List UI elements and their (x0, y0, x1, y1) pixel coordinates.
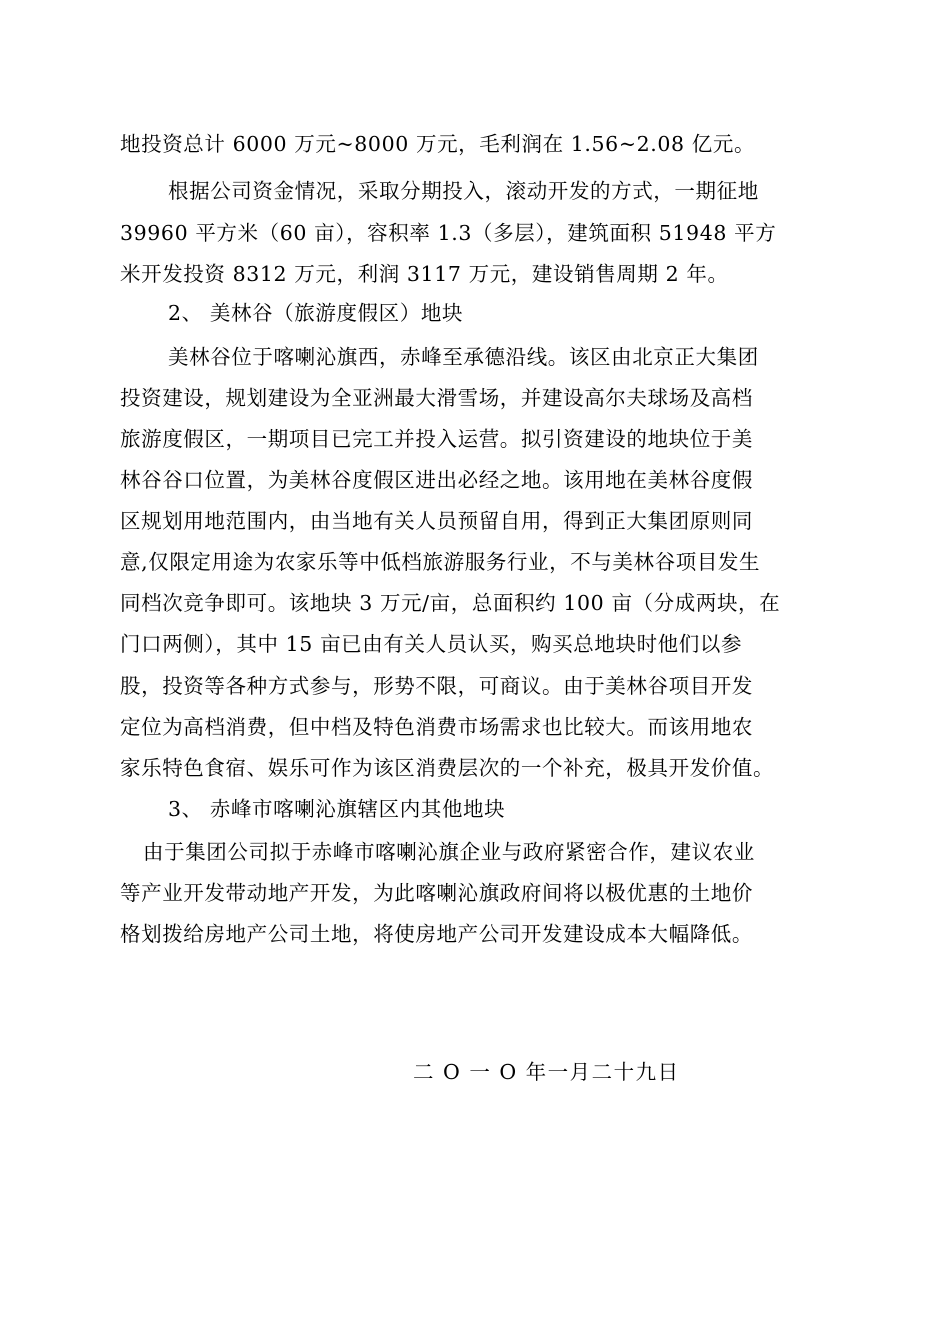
paragraph-line: 林谷谷口位置，为美林谷度假区进出必经之地。该用地在美林谷度假 (120, 468, 753, 492)
paragraph-line: 39960 平方米（60 亩），容积率 1.3（多层），建筑面积 51948 平方 (120, 221, 777, 245)
paragraph-line: 门口两侧），其中 15 亩已由有关人员认买，购买总地块时他们以参 (120, 632, 743, 656)
paragraph-line: 根据公司资金情况，采取分期投入，滚动开发的方式，一期征地 (168, 179, 759, 203)
paragraph-line: 格划拨给房地产公司土地，将使房地产公司开发建设成本大幅降低。 (120, 922, 753, 946)
paragraph-line: 米开发投资 8312 万元，利润 3117 万元，建设销售周期 2 年。 (120, 262, 729, 286)
paragraph-line: 股，投资等各种方式参与，形势不限，可商议。由于美林谷项目开发 (120, 674, 753, 698)
paragraph-line: 等产业开发带动地产开发，为此喀喇沁旗政府间将以极优惠的土地价 (120, 881, 753, 905)
paragraph-line: 意,仅限定用途为农家乐等中低档旅游服务行业，不与美林谷项目发生 (120, 550, 761, 574)
paragraph-line: 美林谷位于喀喇沁旗西，赤峰至承德沿线。该区由北京正大集团 (168, 345, 759, 369)
paragraph-line: 地投资总计 6000 万元~8000 万元，毛利润在 1.56~2.08 亿元。 (120, 132, 756, 156)
paragraph-line: 旅游度假区，一期项目已完工并投入运营。拟引资建设的地块位于美 (120, 427, 753, 451)
paragraph-line: 同档次竞争即可。该地块 3 万元/亩，总面积约 100 亩（分成两块，在 (120, 591, 781, 615)
section-heading: 3、 赤峰市喀喇沁旗辖区内其他地块 (168, 797, 506, 821)
section-heading: 2、 美林谷（旅游度假区）地块 (168, 301, 464, 325)
paragraph-line: 定位为高档消费，但中档及特色消费市场需求也比较大。而该用地农 (120, 715, 753, 739)
paragraph-line: 投资建设，规划建设为全亚洲最大滑雪场，并建设高尔夫球场及高档 (120, 386, 753, 410)
paragraph-line: 家乐特色食宿、娱乐可作为该区消费层次的一个补充，极具开发价值。 (120, 756, 775, 780)
paragraph-line: 区规划用地范围内，由当地有关人员预留自用，得到正大集团原则同 (120, 509, 753, 533)
document-date: 二 O 一 O 年一月二十九日 (413, 1060, 680, 1084)
paragraph-line: 由于集团公司拟于赤峰市喀喇沁旗企业与政府紧密合作，建议农业 (143, 840, 755, 864)
